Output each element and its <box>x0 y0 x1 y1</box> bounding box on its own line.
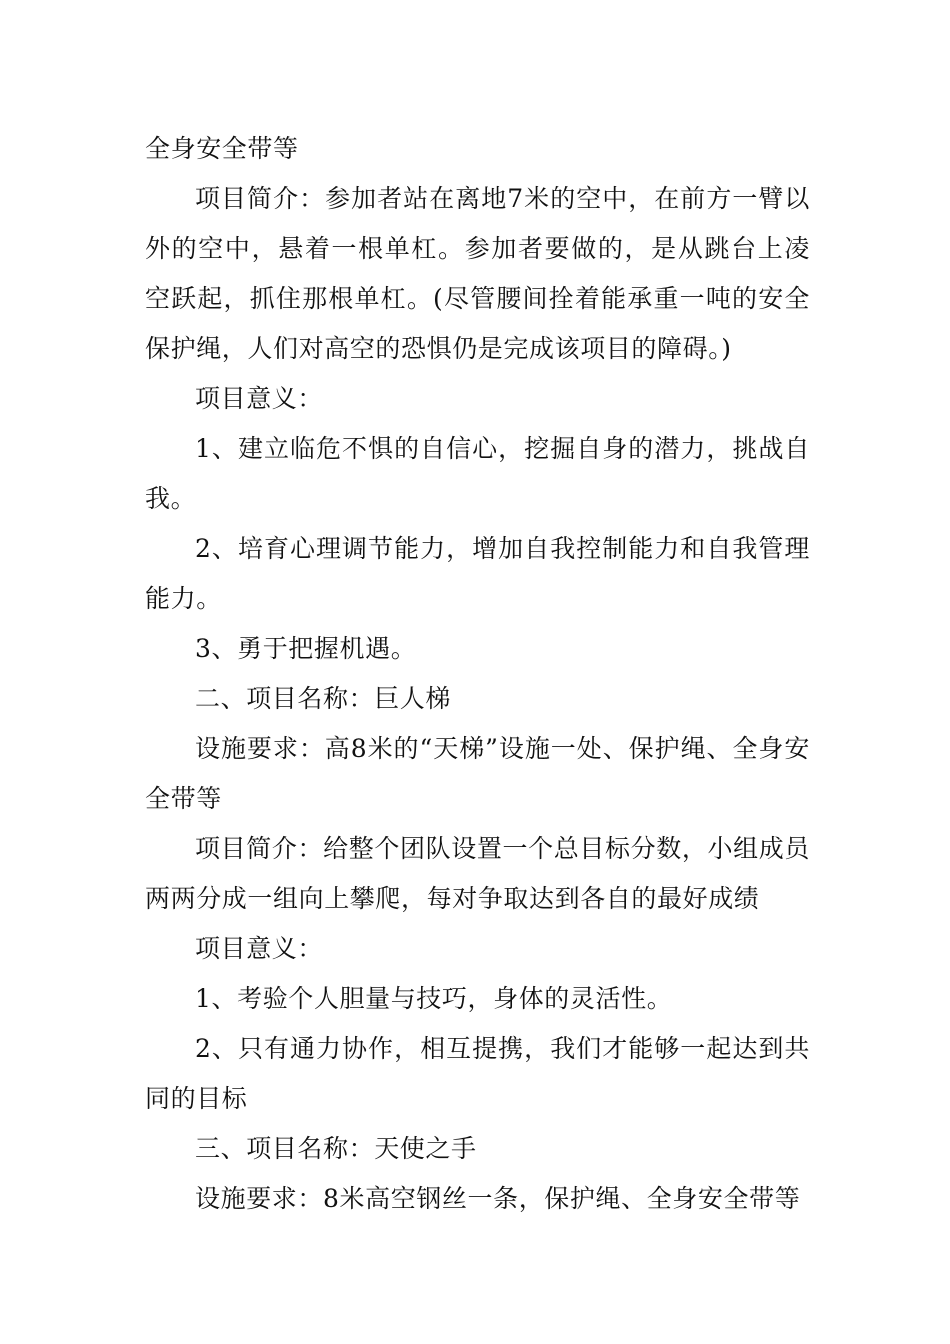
paragraph-significance-1-item-1: 1、建立临危不惧的自信心，挖掘自身的潜力，挑战自我。 <box>145 434 810 513</box>
paragraph-project-3-requirements: 设施要求：8米高空钢丝一条，保护绳、全身安全带等 <box>195 1184 801 1213</box>
paragraph-project-2-requirements: 设施要求：高8米的“天梯”设施一处、保护绳、全身安全带等 <box>145 734 810 813</box>
paragraph-project-2-intro: 项目简介：给整个团队设置一个总目标分数，小组成员两两分成一组向上攀爬，每对争取达到各自的最好成绩 <box>145 834 810 913</box>
paragraph-significance-1-item-2: 2、培育心理调节能力，增加自我控制能力和自我管理能力。 <box>145 534 810 613</box>
paragraph-significance-heading-2: 项目意义： <box>195 934 324 963</box>
paragraph-project-3-title: 三、项目名称：天使之手 <box>195 1134 477 1163</box>
paragraph-significance-1-item-3: 3、勇于把握机遇。 <box>195 634 417 663</box>
paragraph-project-2-title: 二、项目名称：巨人梯 <box>195 684 452 713</box>
document-body <box>145 124 810 1224</box>
paragraph-intro-1: 项目简介：参加者站在离地7米的空中，在前方一臂以外的空中，悬着一根单杠。参加者要做的，是从跳台上凌空跃起，抓住那根单杠。(尽管腰间拴着能承重一吨的安全保护绳，人们对高空的恐惧仍是完成该项目的障碍。) <box>145 184 810 363</box>
paragraph-significance-2-item-1: 1、考验个人胆量与技巧，身体的灵活性。 <box>195 984 673 1013</box>
paragraph-significance-2-item-2: 2、只有通力协作，相互提携，我们才能够一起达到共同的目标 <box>145 1034 810 1113</box>
paragraph-significance-heading-1: 项目意义： <box>195 384 324 413</box>
paragraph-continuation: 全身安全带等 <box>145 134 299 163</box>
